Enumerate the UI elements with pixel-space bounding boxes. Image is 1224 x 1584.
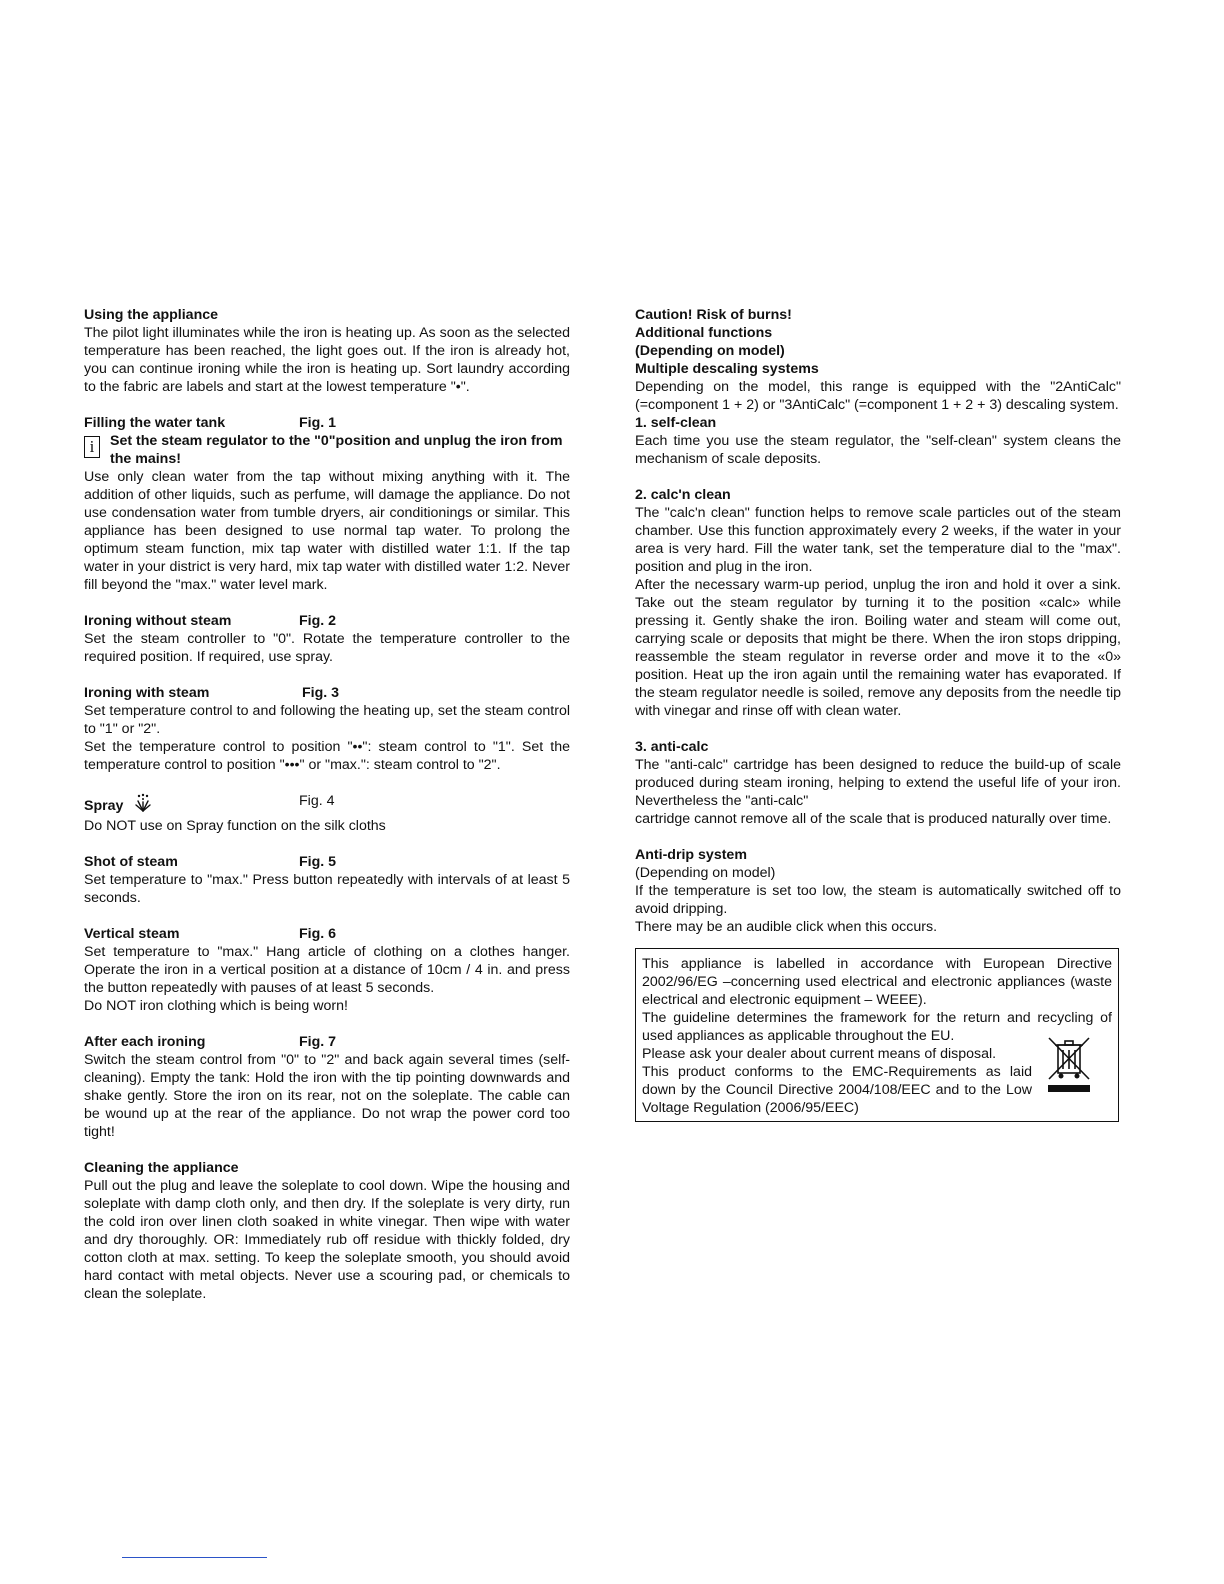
section-body: Depending on the model, this range is equipped with the "2AntiCalc" (=component 1 + 2) or "3AntiCalc" (=component 1 + 2 + 3) descaling system.	[635, 379, 1121, 413]
section-title: 3. anti-calc	[635, 739, 709, 755]
section-title: Using the appliance	[84, 307, 219, 323]
section-body: The pilot light illuminates while the iron is heating up. As soon as the selected temperature has been reached, the light goes out. If the iron is already hot, you can continue ironing while the iron is heating up. Sort laundry according to the fabric are labels and start at the lowest temperature "•".	[84, 325, 570, 395]
section-body: The "anti-calc" cartridge has been designed to reduce the build-up of scale produced during steam ironing, helping to extend the useful life of your iron. Nevertheless the "anti-calc"	[635, 757, 1121, 809]
descaling-heading: Multiple descaling systems	[635, 361, 819, 377]
additional-functions-heading: Additional functions	[635, 325, 773, 341]
left-column	[84, 306, 570, 1321]
section-shot-of-steam	[84, 853, 570, 907]
section-body: Set the steam controller to "0". Rotate the temperature controller to the required position. If required, use spray.	[84, 631, 570, 665]
figure-reference: Fig. 2	[299, 613, 337, 629]
depending-on-model-heading: (Depending on model)	[635, 343, 785, 359]
figure-reference: Fig. 7	[299, 1034, 337, 1050]
section-vertical-steam	[84, 925, 570, 1015]
section-self-clean	[635, 414, 1121, 468]
section-after-ironing	[84, 1033, 570, 1141]
note-text: Set the steam regulator to the "0"position and unplug the iron from the mains!	[110, 433, 563, 467]
section-anti-calc	[635, 738, 1121, 828]
weee-text: This product conforms to the EMC-Requirements as laid down by the Council Directive 2004/108/EEC and to the Low Voltage Regulation (2006/95/EEC)	[642, 1064, 1032, 1116]
section-calc-clean	[635, 486, 1121, 720]
section-body: Each time you use the steam regulator, the "self-clean" system cleans the mechanism of scale deposits.	[635, 433, 1121, 467]
section-subtitle: (Depending on model)	[635, 865, 776, 881]
section-body: If the temperature is set too low, the steam is automatically switched off to avoid dripping.	[635, 883, 1121, 917]
weee-text: The guideline determines the framework for the return and recycling of used appliances as applicable throughout the EU.	[642, 1010, 1112, 1044]
section-body: Switch the steam control from "0" to "2" and back again several times (self-cleaning). Empty the tank: Hold the iron with the tip pointing downwards and shake gently. Store the iron on its rear, not on the soleplate. The cable can be wound up at the rear of the appliance. Do not wrap the power cord too tight!	[84, 1052, 570, 1140]
section-title: 1. self-clean	[635, 415, 717, 431]
weee-notice-box	[635, 948, 1119, 1122]
weee-text: This appliance is labelled in accordance with European Directive 2002/96/EG –concerning used electrical and electronic appliances (waste electrical and electronic equipment – WEEE).	[642, 956, 1112, 1008]
section-cleaning-appliance	[84, 1159, 570, 1303]
caution-heading: Caution! Risk of burns!	[635, 307, 792, 323]
section-title: Ironing without steam	[84, 613, 232, 629]
section-using-appliance	[84, 306, 570, 396]
section-title: 2. calc'n clean	[635, 487, 731, 503]
section-body: Do NOT iron clothing which is being worn!	[84, 998, 348, 1014]
footer-link-line	[122, 1557, 267, 1558]
section-anti-drip	[635, 846, 1121, 936]
section-body: cartridge cannot remove all of the scale that is produced naturally over time.	[635, 811, 1112, 827]
info-icon: i	[84, 436, 100, 458]
spray-icon	[135, 792, 151, 817]
section-body: The "calc'n clean" function helps to remove scale particles out of the steam chamber. Use this function approximately every 2 weeks, if the water in your area is very hard. Fill the water tank, set the temperature dial to the "max". position and plug in the iron.	[635, 505, 1121, 575]
section-body: Set the temperature control to position "••": steam control to "1". Set the temperature control to position "•••" or "max.": steam control to "2".	[84, 739, 570, 773]
figure-reference: Fig. 3	[302, 685, 340, 701]
section-title: After each ironing	[84, 1034, 206, 1050]
section-ironing-with-steam	[84, 684, 570, 774]
section-body: There may be an audible click when this occurs.	[635, 919, 938, 935]
weee-text: Please ask your dealer about current means of disposal.	[642, 1046, 997, 1062]
section-body: Do NOT use on Spray function on the silk cloths	[84, 818, 386, 834]
section-title: Spray	[84, 798, 124, 814]
section-title: Vertical steam	[84, 926, 180, 942]
section-title: Filling the water tank	[84, 415, 226, 431]
section-body: After the necessary warm-up period, unplug the iron and hold it over a sink. Take out the steam regulator by turning it to the position «calc» while pressing it. Gently shake the iron. Boiling water and steam will come out, carrying scale or deposits that might be there. When the iron stops dripping, reassemble the steam regulator in reverse order and move it to the «0» position. Heat up the iron again until the remaining water has evaporated. If the steam regulator needle is soiled, remove any deposits from the needle tip with vinegar and rinse off with clean water.	[635, 577, 1121, 719]
figure-reference: Fig. 6	[299, 926, 337, 942]
section-body: Pull out the plug and leave the soleplate to cool down. Wipe the housing and soleplate with damp cloth only, and then dry. If the soleplate is very dirty, run the cold iron over linen cloth soaked in white vinegar. Then wipe with water and dry thoroughly. OR: Immediately rub off residue with thickly folded, dry cotton cloth at max. setting. To keep the soleplate smooth, you should avoid hard contact with metal objects. Never use a scouring pad, or chemicals to clean the soleplate.	[84, 1178, 570, 1302]
section-ironing-without-steam	[84, 612, 570, 666]
section-title: Anti-drip system	[635, 847, 747, 863]
section-body: Set temperature to "max." Hang article of clothing on a clothes hanger. Operate the iron in a vertical position at a distance of 10cm / 4 in. and press the button repeatedly with pauses of at least 5 seconds.	[84, 944, 570, 996]
section-filling-water-tank	[84, 414, 570, 594]
figure-reference: Fig. 4	[299, 793, 335, 809]
info-note	[84, 432, 570, 468]
section-body: Use only clean water from the tap without mixing anything with it. The addition of other liquids, such as perfume, will damage the appliance. Do not use condensation water from tumble dryers, air conditionings or similar. This appliance has been designed to use normal tap water. To prolong the optimum steam function, mix tap water with distilled water 1:1. If the tap water in your district is very hard, mix tap water with distilled water 1:2. Never fill beyond the "max." water level mark.	[84, 469, 570, 593]
section-title: Ironing with steam	[84, 685, 210, 701]
figure-reference: Fig. 5	[299, 854, 337, 870]
section-title: Shot of steam	[84, 854, 178, 870]
section-spray	[84, 792, 570, 835]
right-column	[635, 306, 1121, 1122]
figure-reference: Fig. 1	[299, 415, 337, 431]
section-body: Set temperature control to and following the heating up, set the steam control to "1" or "2".	[84, 703, 570, 737]
section-additional-functions	[635, 306, 1121, 414]
section-title: Cleaning the appliance	[84, 1160, 239, 1176]
section-body: Set temperature to "max." Press button repeatedly with intervals of at least 5 seconds.	[84, 872, 570, 906]
crossed-bin-icon	[1046, 1035, 1092, 1098]
